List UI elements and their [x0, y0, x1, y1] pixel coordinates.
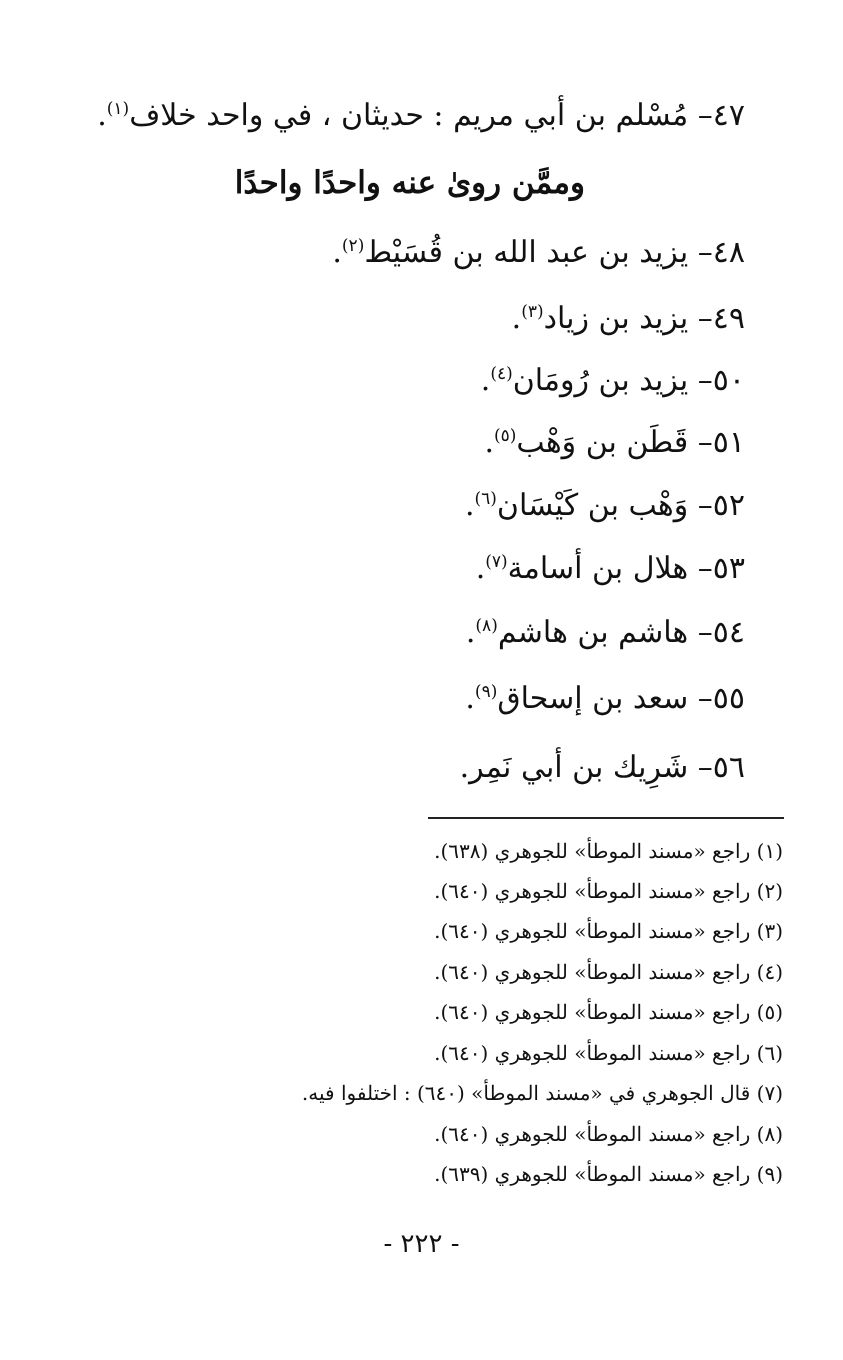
entry-end: . [464, 488, 475, 523]
entry-number: ٤٧– [697, 98, 745, 133]
footnote-ref: (٢) [341, 236, 365, 256]
entry-53 [476, 547, 745, 591]
entry-number: ٤٩– [697, 301, 745, 336]
entry-number: ٤٨– [697, 235, 745, 270]
entry-text: يزيد بن رُومَان [512, 363, 689, 398]
entry-number: ٥٢– [697, 488, 745, 523]
entry-56 [460, 746, 745, 790]
section-heading: وممَّن روىٰ عنه واحدًا واحدًا [234, 165, 585, 201]
entry-end: . [465, 615, 476, 650]
entry-text: يزيد بن زياد [543, 301, 689, 336]
footnote-ref: (٩) [474, 682, 498, 702]
entry-end: . [480, 363, 491, 398]
entry-48 [332, 231, 745, 275]
entry-text: شَرِيك بن أبي نَمِر. [459, 750, 689, 785]
footnote-3: (٣) راجع «مسند الموطأ» للجوهري (٦٤٠). [434, 919, 783, 943]
entry-text: سعد بن إسحاق [497, 681, 689, 716]
entry-end: . [465, 681, 475, 716]
entry-50 [481, 359, 745, 403]
entry-52 [465, 484, 745, 528]
entry-47 [97, 94, 745, 138]
footnote-8: (٨) راجع «مسند الموطأ» للجوهري (٦٤٠). [434, 1122, 783, 1146]
entry-text: هلال بن أسامة [507, 551, 689, 586]
footnote-7: (٧) قال الجوهري في «مسند الموطأ» (٦٤٠) : اختلفوا فيه. [301, 1081, 783, 1105]
footnote-ref: (٧) [485, 552, 508, 572]
footnote-4: (٤) راجع «مسند الموطأ» للجوهري (٦٤٠). [434, 960, 783, 984]
footnote-ref: (٣) [521, 302, 544, 322]
entry-number: ٥٦– [697, 750, 745, 785]
footnote-ref: (٥) [493, 426, 517, 446]
footnote-separator [428, 817, 784, 819]
footnote-6: (٦) راجع «مسند الموطأ» للجوهري (٦٤٠). [434, 1041, 783, 1065]
entry-end: . [332, 235, 342, 270]
entry-49 [512, 297, 745, 341]
entry-text: مُسْلم بن أبي مريم : حديثان ، في واحد خلاف [129, 98, 689, 133]
entry-51 [484, 421, 745, 465]
footnote-1: (١) راجع «مسند الموطأ» للجوهري (٦٣٨). [434, 839, 783, 863]
entry-end: . [511, 301, 522, 336]
footnote-ref: (١) [106, 99, 130, 119]
entry-text: يزيد بن عبد الله بن قُسَيْط [364, 235, 689, 270]
entry-54 [466, 611, 745, 655]
footnote-ref: (٨) [475, 616, 498, 636]
footnote-ref: (٤) [490, 364, 513, 384]
footnote-9: (٩) راجع «مسند الموطأ» للجوهري (٦٣٩). [434, 1162, 783, 1186]
entry-number: ٥٥– [697, 681, 745, 716]
entry-text: قَطَن بن وَهْب [516, 425, 689, 460]
entry-55 [465, 677, 745, 721]
footnote-5: (٥) راجع «مسند الموطأ» للجوهري (٦٤٠). [434, 1000, 783, 1024]
entry-end: . [475, 551, 486, 586]
footnote-2: (٢) راجع «مسند الموطأ» للجوهري (٦٤٠). [434, 879, 783, 903]
entry-number: ٥١– [697, 425, 745, 460]
entry-end: . [97, 98, 107, 133]
footnote-ref: (٦) [474, 489, 497, 509]
entry-text: هاشم بن هاشم [497, 615, 689, 650]
entry-number: ٥٤– [697, 615, 745, 650]
entry-number: ٥٠– [697, 363, 745, 398]
page-number: - ٢٢٢ - [383, 1229, 460, 1259]
entry-end: . [484, 425, 494, 460]
entry-number: ٥٣– [697, 551, 745, 586]
entry-text: وَهْب بن كَيْسَان [496, 488, 689, 523]
